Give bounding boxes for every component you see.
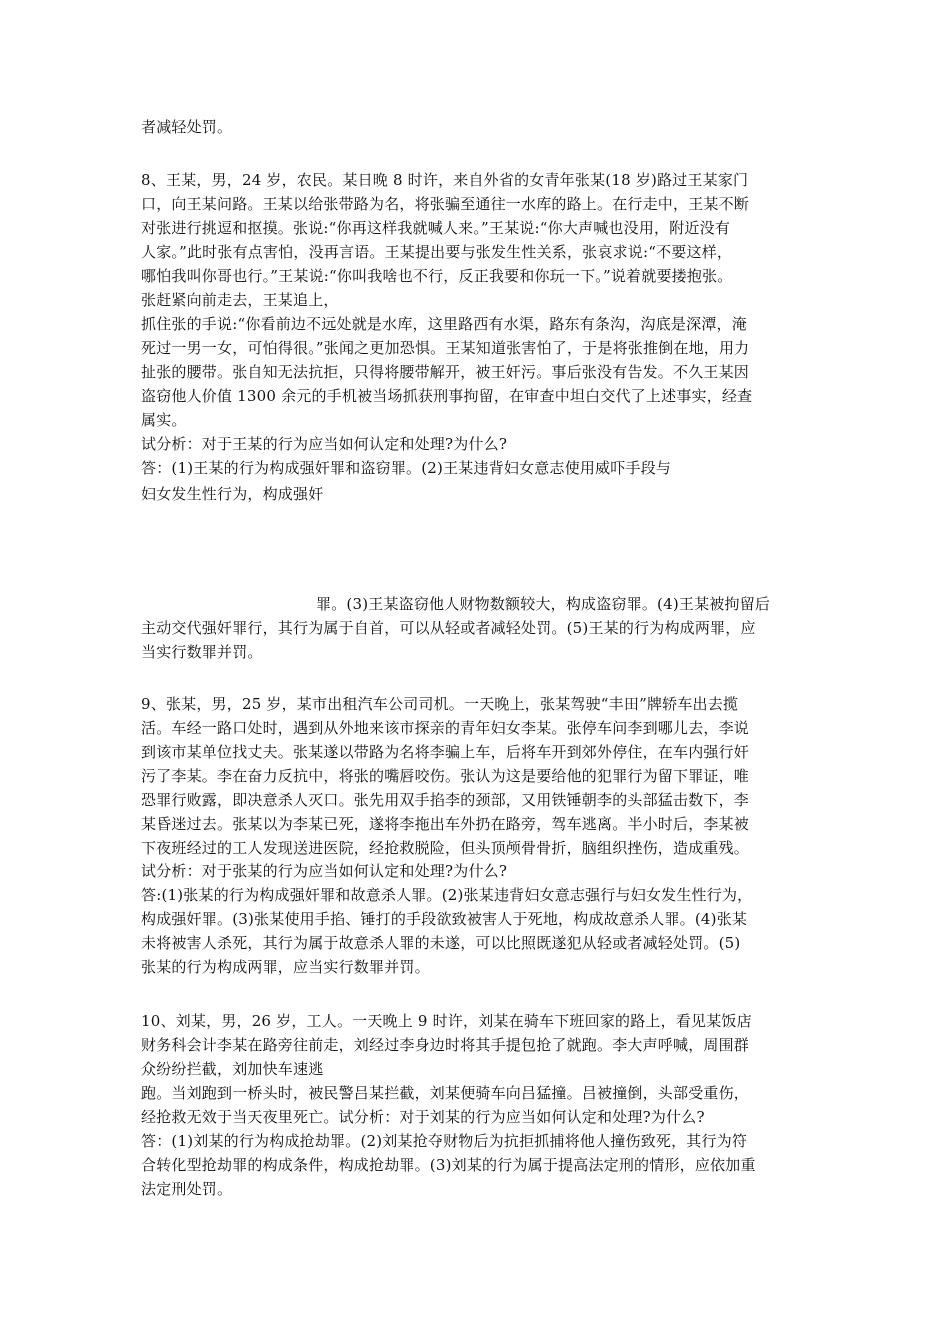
answer-line: 构成强奸罪。(3)张某使用手掐、锤打的手段欲致被害人于死地，构成故意杀人罪。(4)张某 (141, 910, 748, 928)
paragraph-line: 跑。当刘跑到一桥头时，被民警吕某拦截，刘某便骑车向吕猛撞。吕被撞倒，头部受重伤， (141, 1084, 750, 1102)
paragraph-line: 活。车经一路口处时，遇到从外地来该市探亲的青年妇女李某。张停车问李到哪儿去，李说 (141, 719, 750, 737)
paragraph-line: 张赶紧向前走去，王某追上， (141, 291, 339, 309)
paragraph-line: 众纷纷拦截，刘加快车速逃 (141, 1060, 324, 1078)
paragraph-line: 死过一男一女，可怕得很。”张闻之更加恐惧。王某知道张害怕了，于是将张推倒在地，用力 (141, 339, 750, 357)
paragraph-line: 某昏迷过去。张某以为李某已死，遂将李拖出车外扔在路旁，驾车逃离。半小时后，李某被 (141, 815, 750, 833)
answer-line: 罪。(3)王某盗窃他人财物数额较大，构成盗窃罪。(4)王某被拘留后 (316, 595, 771, 613)
answer-line: 未将被害人杀死，其行为属于故意杀人罪的未遂，可以比照既遂犯从轻或者减轻处罚。(5) (141, 934, 741, 952)
paragraph-line: 对张进行挑逗和抠摸。张说:“你再这样我就喊人来。”王某说:“你大声喊也没用，附近没有 (141, 219, 731, 237)
paragraph-line: 到该市某单位找丈夫。张某遂以带路为名将李骗上车，后将车开到郊外停住，在车内强行奸 (141, 743, 750, 761)
answer-line: 主动交代强奸罪行，其行为属于自首，可以从轻或者减轻处罚。(5)王某的行为构成两罪，应 (141, 619, 756, 637)
paragraph-line: 恐罪行败露，即决意杀人灭口。张先用双手掐李的颈部，又用铁锤朝李的头部猛击数下，李 (141, 791, 750, 809)
paragraph-line: 下夜班经过的工人发现送进医院，经抢救脱险，但头顶颅骨骨折，脑组织挫伤，造成重残。 (141, 839, 750, 857)
paragraph-line: 抓住张的手说:“你看前边不远处就是水库，这里路西有水渠，路东有条沟，沟底是深潭，淹 (141, 315, 747, 333)
question-line: 试分析：对于张某的行为应当如何认定和处理?为什么? (141, 862, 508, 880)
question-line: 经抢救无效于当天夜里死亡。试分析：对于刘某的行为应当如何认定和处理?为什么? (141, 1108, 705, 1126)
paragraph-line: 哪怕我叫你哥也行。”王某说:“你叫我啥也不行，反正我要和你玩一下。”说着就要搂抱张。 (141, 267, 733, 285)
paragraph-line: 口，向王某问路。王某以给张带路为名，将张骗至通往一水库的路上。在行走中，王某不断 (141, 195, 750, 213)
answer-line: 答：(1)王某的行为构成强奸罪和盗窃罪。(2)王某违背妇女意志使用威吓手段与 (141, 459, 672, 477)
answer-line: 合转化型抢劫罪的构成条件，构成抢劫罪。(3)刘某的行为属于提高法定刑的情形，应依加重 (141, 1156, 756, 1174)
answer-line: 当实行数罪并罚。 (141, 643, 263, 661)
answer-line: 答:(1)张某的行为构成强奸罪和故意杀人罪。(2)张某违背妇女意志强行与妇女发生性行为， (141, 886, 753, 904)
case-heading-line: 10、刘某，男，26 岁，工人。一天晚上 9 时许，刘某在骑车下班回家的路上，看见某饭店 (141, 1012, 752, 1030)
answer-line: 张某的行为构成两罪，应当实行数罪并罚。 (141, 958, 430, 976)
paragraph-line: 财务科会计李某在路旁往前走，刘经过李身边时将其手提包抢了就跑。李大声呼喊，周围群 (141, 1036, 750, 1054)
paragraph-line: 扯张的腰带。张自知无法抗拒，只得将腰带解开，被王奸污。事后张没有告发。不久王某因 (141, 363, 750, 381)
paragraph-line: 盗窃他人价值 1300 余元的手机被当场抓获刑事拘留，在审查中坦白交代了上述事实，经查 (141, 387, 753, 405)
case-heading-line: 9、张某，男，25 岁，某市出租汽车公司司机。一天晚上，张某驾驶“丰田”牌轿车出去揽 (141, 695, 739, 713)
paragraph-line: 污了李某。李在奋力反抗中，将张的嘴唇咬伤。张认为这是要给他的犯罪行为留下罪证，唯 (141, 767, 750, 785)
paragraph-line: 人家。”此时张有点害怕，没再言语。王某提出要与张发生性关系，张哀求说:“不要这样， (141, 243, 733, 261)
answer-line: 法定刑处罚。 (141, 1180, 233, 1198)
paragraph-line: 者减轻处罚。 (141, 118, 233, 136)
answer-line: 妇女发生性行为，构成强奸 (141, 485, 324, 503)
case-heading-line: 8、王某，男，24 岁，农民。某日晚 8 时许，来自外省的女青年张某(18 岁)路过王某家门 (141, 171, 749, 189)
answer-line: 答：(1)刘某的行为构成抢劫罪。(2)刘某抢夺财物后为抗拒抓捕将他人撞伤致死，其行为符 (141, 1132, 748, 1150)
question-line: 试分析：对于王某的行为应当如何认定和处理?为什么? (141, 435, 508, 453)
paragraph-line: 属实。 (141, 411, 187, 429)
